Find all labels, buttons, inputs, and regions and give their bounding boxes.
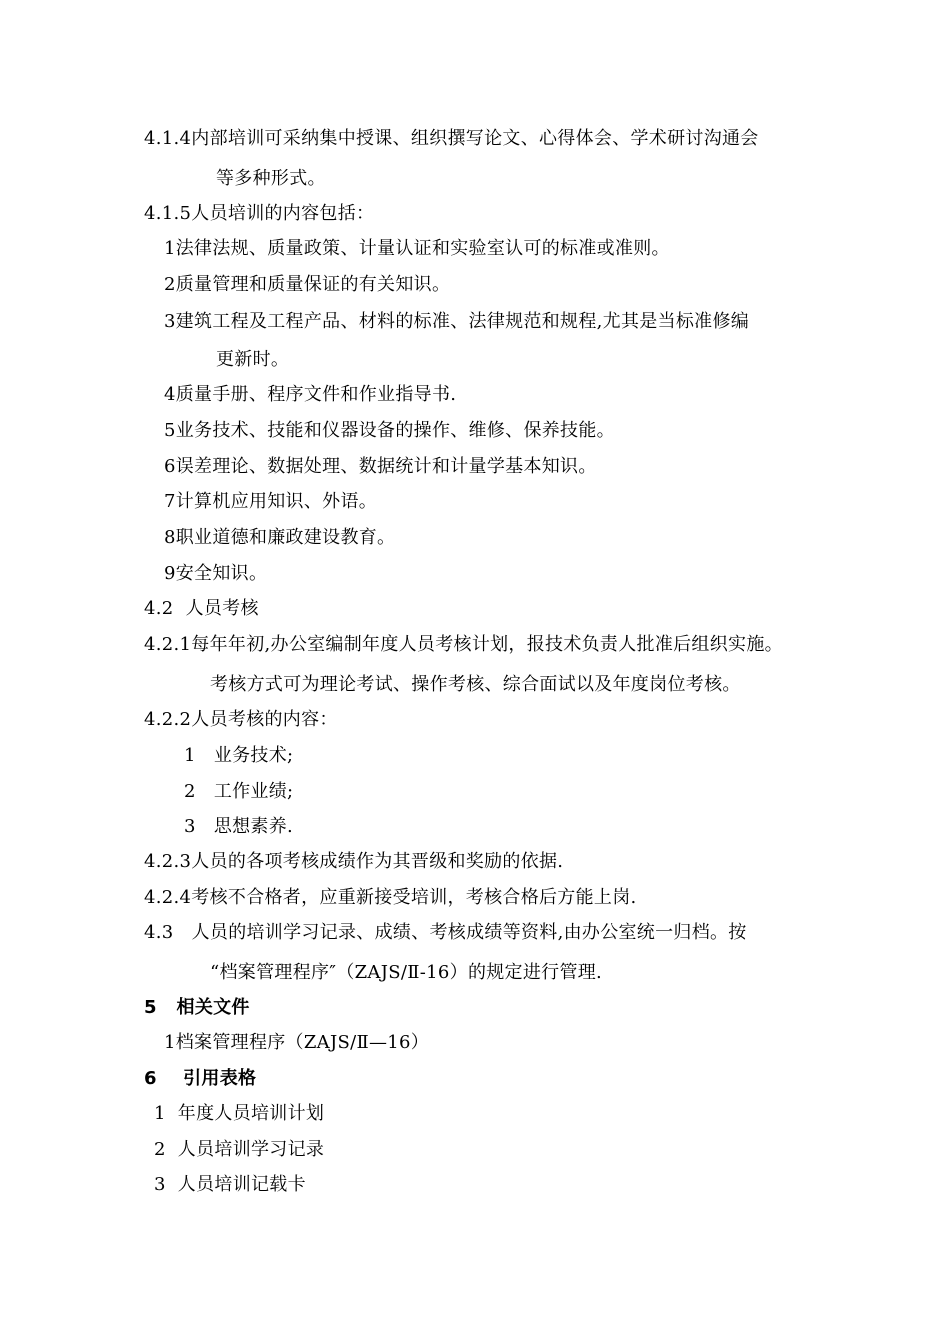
form-item-3: 3 人员培训记载卡 xyxy=(154,1174,306,1195)
assessment-item-2: 2 工作业绩; xyxy=(184,781,294,802)
clause-4-2-2: 4.2.2人员考核的内容： xyxy=(144,709,338,730)
training-item-7: 7计算机应用知识、外语。 xyxy=(164,491,378,512)
clause-4-3-cont: “档案管理程序″（ZAJS/Ⅱ-16）的规定进行管理. xyxy=(210,962,603,983)
training-item-9: 9安全知识。 xyxy=(164,563,268,584)
clause-4-2-1: 4.2.1每年年初,办公室编制年度人员考核计划，报技术负责人批准后组织实施。 xyxy=(144,634,783,655)
clause-4-2-3: 4.2.3人员的各项考核成绩作为其晋级和奖励的依据. xyxy=(144,851,564,872)
training-item-1: 1法律法规、质量政策、计量认证和实验室认可的标准或准则。 xyxy=(164,238,670,259)
training-item-4: 4质量手册、程序文件和作业指导书. xyxy=(164,384,457,405)
training-item-3-cont: 更新时。 xyxy=(216,349,290,370)
training-item-6: 6误差理论、数据处理、数据统计和计量学基本知识。 xyxy=(164,456,597,477)
clause-4-1-4-cont: 等多种形式。 xyxy=(216,168,326,189)
form-item-2: 2 人员培训学习记录 xyxy=(154,1139,325,1160)
clause-4-2-1-cont: 考核方式可为理论考试、操作考核、综合面试以及年度岗位考核。 xyxy=(210,674,741,695)
clause-4-3: 4.3 人员的培训学习记录、成绩、考核成绩等资料,由办公室统一归档。按 xyxy=(144,922,747,943)
section-5-heading: 5 相关文件 xyxy=(144,997,250,1018)
assessment-item-3: 3 思想素养. xyxy=(184,816,294,837)
form-item-1: 1 年度人员培训计划 xyxy=(154,1103,325,1124)
training-item-5: 5业务技术、技能和仪器设备的操作、维修、保养技能。 xyxy=(164,420,615,441)
assessment-item-1: 1 业务技术; xyxy=(184,745,294,766)
training-item-8: 8职业道德和廉政建设教育。 xyxy=(164,527,396,548)
clause-4-2-4: 4.2.4考核不合格者，应重新接受培训，考核合格后方能上岗. xyxy=(144,887,637,908)
clause-4-1-5: 4.1.5人员培训的内容包括： xyxy=(144,203,375,224)
clause-4-1-4: 4.1.4内部培训可采纳集中授课、组织撰写论文、心得体会、学术研讨沟通会 xyxy=(144,128,759,149)
section-6-heading: 6 引用表格 xyxy=(144,1068,257,1089)
clause-4-2: 4.2 人员考核 xyxy=(144,598,259,619)
training-item-2: 2质量管理和质量保证的有关知识。 xyxy=(164,274,451,295)
training-item-3: 3建筑工程及工程产品、材料的标准、法律规范和规程,尤其是当标准修编 xyxy=(164,311,750,332)
related-doc-1: 1档案管理程序（ZAJS/Ⅱ—16） xyxy=(164,1032,430,1053)
